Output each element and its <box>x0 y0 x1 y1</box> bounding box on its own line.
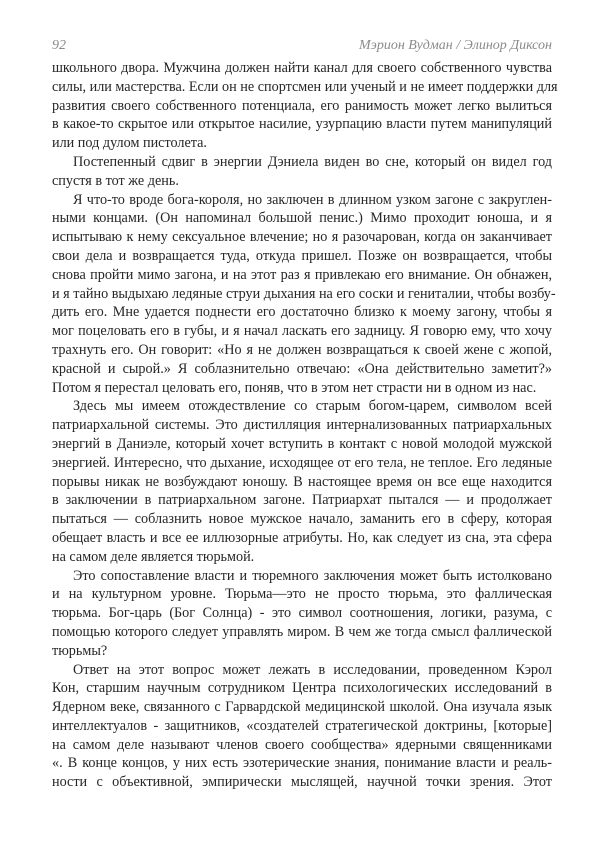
text-line: и я тайно выдыхаю ледяные струи дыхания на его соски и гениталии, чтобы возбу- <box>52 285 556 302</box>
text-line: ности с объективной, эмпирически мыслящей, научной точки зрения. Этот <box>52 774 552 791</box>
text-line: силы, или мастерства. Если он не спортсмен или ученый и не имеет поддержки для <box>52 78 558 95</box>
text-line: порывы никак не возбуждают юношу. В настоящее время он все еще находится <box>52 473 552 490</box>
text-line: красной и сырой.» Я соблазнительно отвечаю: «Она действительно заметит?» <box>52 360 552 377</box>
paragraph <box>52 397 552 566</box>
text-line: патриархальной системы. Это дистилляция интернализованных патриархальных <box>52 417 552 434</box>
text-line: на самом деле называют членов своего сообщества» ядерными священниками <box>52 736 552 753</box>
text-line: дить его. Мне удается поднести его достаточно близко к моему загону, чтобы я <box>52 304 552 321</box>
text-line: обещает власть и все ее иллюзорные атрибуты. Но, как следует из сна, эта сфера <box>52 529 552 546</box>
text-line: снова пройти мимо загона, и на этот раз я привлекаю его внимание. Он обнажен, <box>52 266 552 283</box>
page-header <box>52 38 552 56</box>
text-line: трахнуть его. Он говорит: «Но я не должен возвращаться к своей жене с жопой, <box>52 341 552 358</box>
text-line: Потом я перестал целовать его, поняв, что в этом нет страсти ни в одном из нас. <box>52 379 537 396</box>
page-body-text <box>52 59 558 792</box>
text-line: Кон, старшим научным сотрудником Центра психологических исследований в <box>52 680 552 697</box>
text-line: в заключении в патриархальном загоне. Патриархат пытался — и продолжает <box>52 492 552 509</box>
text-line: тюрьмы? <box>52 642 108 659</box>
text-line: Ядерном веке, связанного с Гарвардской медицинской школой. Она изучала язык <box>52 699 552 716</box>
text-line: свои дела и возвращается туда, откуда пришел. Позже он возвращается, чтобы <box>52 247 552 264</box>
paragraph <box>52 191 556 398</box>
text-line: Постепенный сдвиг в энергии Дэниела виден во сне, который он видел год <box>73 153 552 170</box>
paragraph <box>52 567 552 661</box>
text-line: Ответ на этот вопрос может лежать в исследовании, проведенном Кэрол <box>73 661 552 678</box>
text-line: Это сопоставление власти и тюремного заключения может быть истолковано <box>73 567 552 584</box>
text-line: Здесь мы имеем отождествление со старым богом-царем, символом всей <box>73 398 552 415</box>
running-title: Мэрион Вудман / Элинор Диксон <box>358 38 552 53</box>
text-line: Я что-то вроде бога-короля, но заключен в длинном узком загоне с закруглен- <box>73 191 552 208</box>
text-line: или под дулом пистолета. <box>52 135 207 152</box>
text-line: тюрьма. Бог-царь (Бог Солнца) - это символ соотношения, логики, разума, с <box>52 605 552 622</box>
text-line: ными концами. (Он напоминал большой пенис.) Мимо проходит юноша, и я <box>52 210 552 227</box>
text-line: интеллектуалов - защитников, «создателей стратегической доктрины, [которые] <box>52 717 552 734</box>
text-line: «. В конце концов, у них есть эзотерические знания, понимание власти и реаль- <box>52 755 552 772</box>
text-line: помощью которого следует управлять миром. В чем же тогда смысл фаллической <box>52 623 552 640</box>
text-line: спустя в тот же день. <box>52 172 179 189</box>
paragraph <box>52 153 552 191</box>
paragraph <box>52 59 558 153</box>
text-line: пытаться — соблазнить новое мужское начало, заманить его в сферу, которая <box>52 511 552 528</box>
page-number: 92 <box>52 38 66 53</box>
text-line: на самом деле является тюрьмой. <box>52 548 255 565</box>
text-line: развития своего собственного потенциала, его ранимость может легко вылиться <box>52 97 552 114</box>
text-line: энергией. Интересно, что дыхание, исходящее от его тела, не теплое. Его ледяные <box>52 454 552 471</box>
text-line: энергий в Даниэле, который хочет вступить в контакт с новой молодой мужской <box>52 435 552 452</box>
text-line: в какое-то скрытое или открытое насилие, узурпацию власти путем манипуляций <box>52 116 552 133</box>
text-line: и на культурном уровне. Тюрьма—это не просто тюрьма, это фаллическая <box>52 586 552 603</box>
text-line: школьного двора. Мужчина должен найти канал для своего собственного чувства <box>52 60 552 76</box>
paragraph <box>52 661 552 793</box>
text-line: мог поцеловать его в губы, и я начал ласкать его задницу. Я говорю ему, что хочу <box>52 323 552 340</box>
text-line: испытываю к нему сексуальное влечение; но я разочарован, когда он заканчивает <box>52 229 552 246</box>
